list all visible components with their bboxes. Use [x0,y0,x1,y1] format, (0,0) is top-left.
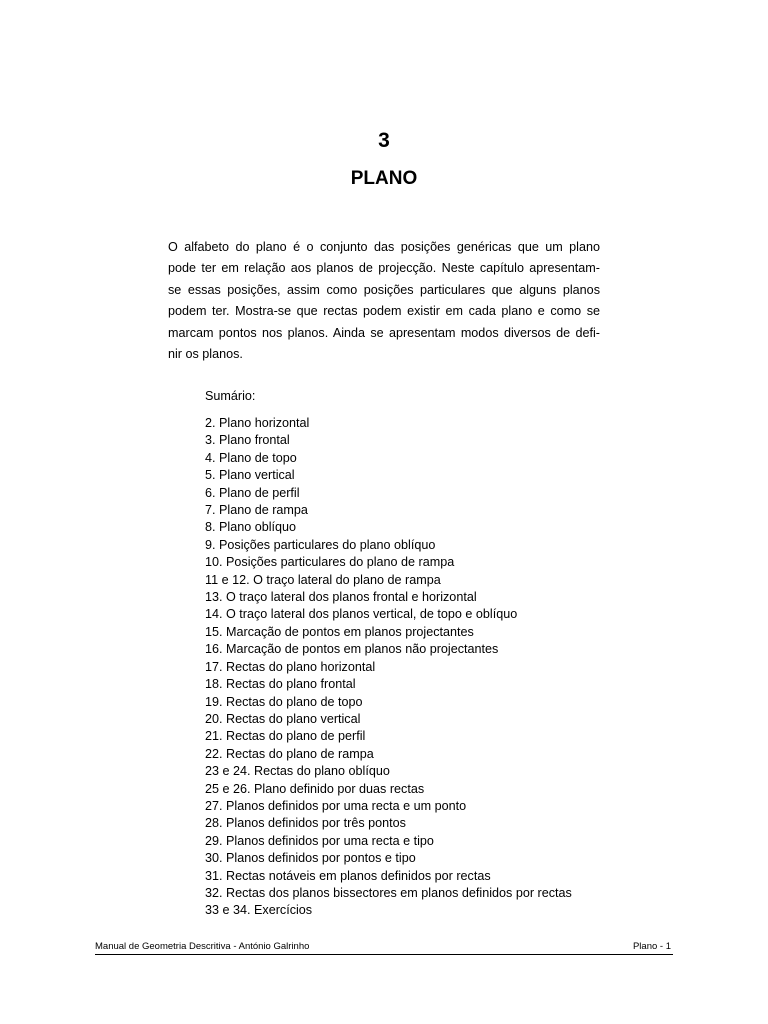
chapter-number: 3 [378,129,390,152]
intro-paragraph [168,237,600,365]
intro-line: pode ter em relação aos planos de projecção. Neste capítulo apresentam- [168,261,600,276]
summary-item: 30. Planos definidos por pontos e tipo [205,851,416,866]
summary-item: 11 e 12. O traço lateral do plano de rampa [205,572,441,587]
summary-item: 32. Rectas dos planos bissectores em planos definidos por rectas [205,885,572,900]
summary-item: 3. Plano frontal [205,433,290,448]
summary-item: 17. Rectas do plano horizontal [205,659,376,674]
summary-item: 28. Planos definidos por três pontos [205,816,406,831]
summary-item: 19. Rectas do plano de topo [205,694,363,709]
summary-item: 10. Posições particulares do plano de rampa [205,555,455,570]
summary-item: 9. Posições particulares do plano oblíquo [205,537,436,552]
page-footer [95,940,673,955]
summary-list [205,415,572,920]
summary-item: 23 e 24. Rectas do plano oblíquo [205,764,390,779]
summary-item: 14. O traço lateral dos planos vertical, de topo e oblíquo [205,607,518,622]
summary-item: 7. Plano de rampa [205,503,308,518]
summary-item: 4. Plano de topo [205,450,297,465]
chapter-title: PLANO [350,168,418,189]
summary-item: 18. Rectas do plano frontal [205,677,356,692]
summary-item: 21. Rectas do plano de perfil [205,729,366,744]
footer-book-title: Manual de Geometria Descritiva - António Galrinho [95,941,310,952]
summary-item: 15. Marcação de pontos em planos projectantes [205,624,474,639]
intro-line: podem ter. Mostra-se que rectas podem existir em cada plano e como se [168,304,600,319]
summary-item: 16. Marcação de pontos em planos não projectantes [205,642,499,657]
summary-item: 5. Plano vertical [205,468,295,483]
summary-item: 6. Plano de perfil [205,485,300,500]
intro-line: marcam pontos nos planos. Ainda se apresentam modos diversos de defi- [168,325,600,340]
summary-item: 27. Planos definidos por uma recta e um ponto [205,798,467,813]
summary-item: 8. Plano oblíquo [205,520,297,535]
summary-item: 20. Rectas do plano vertical [205,711,361,726]
summary-item: 31. Rectas notáveis em planos definidos por rectas [205,868,491,883]
summary-item: 25 e 26. Plano definido por duas rectas [205,781,425,796]
summary-item: 29. Planos definidos por uma recta e tipo [205,833,434,848]
intro-line: O alfabeto do plano é o conjunto das posições genéricas que um plano [168,240,600,254]
footer-page-number: Plano - 1 [632,941,671,952]
summary-item: 13. O traço lateral dos planos frontal e horizontal [205,590,477,605]
intro-line: nir os planos. [168,347,243,362]
intro-line: se essas posições, assim como posições particulares que alguns planos [168,282,600,297]
summary-item: 2. Plano horizontal [205,416,310,430]
summary-item: 22. Rectas do plano de rampa [205,746,374,761]
summary-item: 33 e 34. Exercícios [205,903,313,918]
summary-heading: Sumário: [205,389,256,403]
